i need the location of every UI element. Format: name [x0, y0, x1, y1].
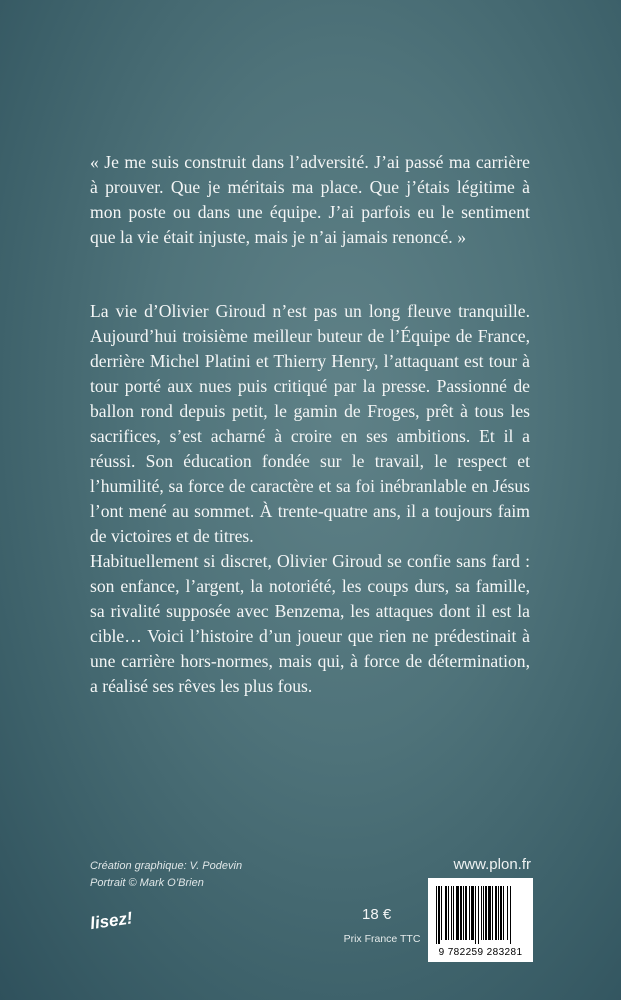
price-block [322, 906, 442, 946]
price-amount: 18 € [362, 906, 392, 923]
lisez-logo [88, 906, 138, 934]
summary-paragraph-2: Habituellement si discret, Olivier Giroud se confie sans fard : son enfance, l’argent, la notoriété, les coups durs, sa famille, sa rivalité supposée avec Benzema, les attaques dont il est la cible… Voici l’histoire d’un joueur que rien ne prédestinait à une carrière hors-normes, mais qui, à force de détermination, a réalisé ses rêves les plus fous. [90, 551, 530, 696]
barcode-bar [448, 886, 449, 940]
barcode-bar [483, 886, 484, 940]
credits [90, 858, 242, 892]
barcode-bar [469, 886, 470, 940]
isbn-number: 9 782259 283281 [438, 947, 523, 958]
barcode-bar [481, 886, 482, 940]
barcode-bar [503, 886, 504, 940]
lisez-logo-icon [88, 906, 138, 934]
barcode-bar [453, 886, 454, 940]
design-credit: Création graphique: V. Podevin [90, 860, 243, 872]
barcode-bar [510, 886, 511, 944]
summary-paragraph-1: La vie d’Olivier Giroud n’est pas un long fleuve tranquille. Aujourd’hui troisième meilleur buteur de l’Équipe de France, derrière Michel Platini et Thierry Henry, l’attaquant est tour à tour porté aux nues puis critiqué par la presse. Passionné de ballon rond depuis petit, le gamin de Froges, prêt à tous les sacrifices, s’est acharné à croire en ses ambitions. Et il a réussi. Son éducation fondée sur le travail, le respect et l’humilité, sa force de caractère et sa foi inébranlable en Jésus l’ont mené au sommet. À trente-quatre ans, il a toujours faim de victoires et de titres. [90, 301, 530, 546]
barcode-bar [438, 886, 440, 944]
barcode-bar [495, 886, 497, 940]
barcode-bar [485, 886, 487, 940]
portrait-credit: Portrait © Mark O’Brien [90, 877, 204, 889]
barcode-bar [498, 886, 499, 940]
barcode-bar [436, 886, 437, 944]
barcode [428, 878, 533, 962]
barcode-bar [507, 886, 508, 940]
barcode-bar [460, 886, 462, 940]
barcode-bar [478, 886, 479, 944]
barcode-bar [456, 886, 459, 940]
barcode-bar [463, 886, 464, 940]
barcode-bar [475, 886, 476, 944]
barcode-bar [492, 886, 493, 940]
lisez-logo-text: lisez! [88, 908, 134, 934]
summary [90, 299, 530, 699]
price-label: Prix France TTC [343, 933, 421, 945]
publisher-website: www.plon.fr [453, 856, 531, 873]
quote-text: « Je me suis construit dans l’adversité. J’ai passé ma carrière à prouver. Que je méritais ma place. Que j’étais légitime à mon poste ou dans une équipe. J’ai parfois eu le sentiment que la vie était injuste, mais je n’ai jamais renoncé. » [90, 152, 530, 247]
barcode-bar [488, 886, 491, 940]
barcode-bar [445, 886, 447, 940]
barcode-bar [500, 886, 502, 940]
barcode-bar [441, 886, 442, 940]
barcode-bar [471, 886, 474, 940]
barcode-bar [465, 886, 467, 940]
barcode-bars [428, 878, 533, 948]
barcode-bar [451, 886, 452, 940]
